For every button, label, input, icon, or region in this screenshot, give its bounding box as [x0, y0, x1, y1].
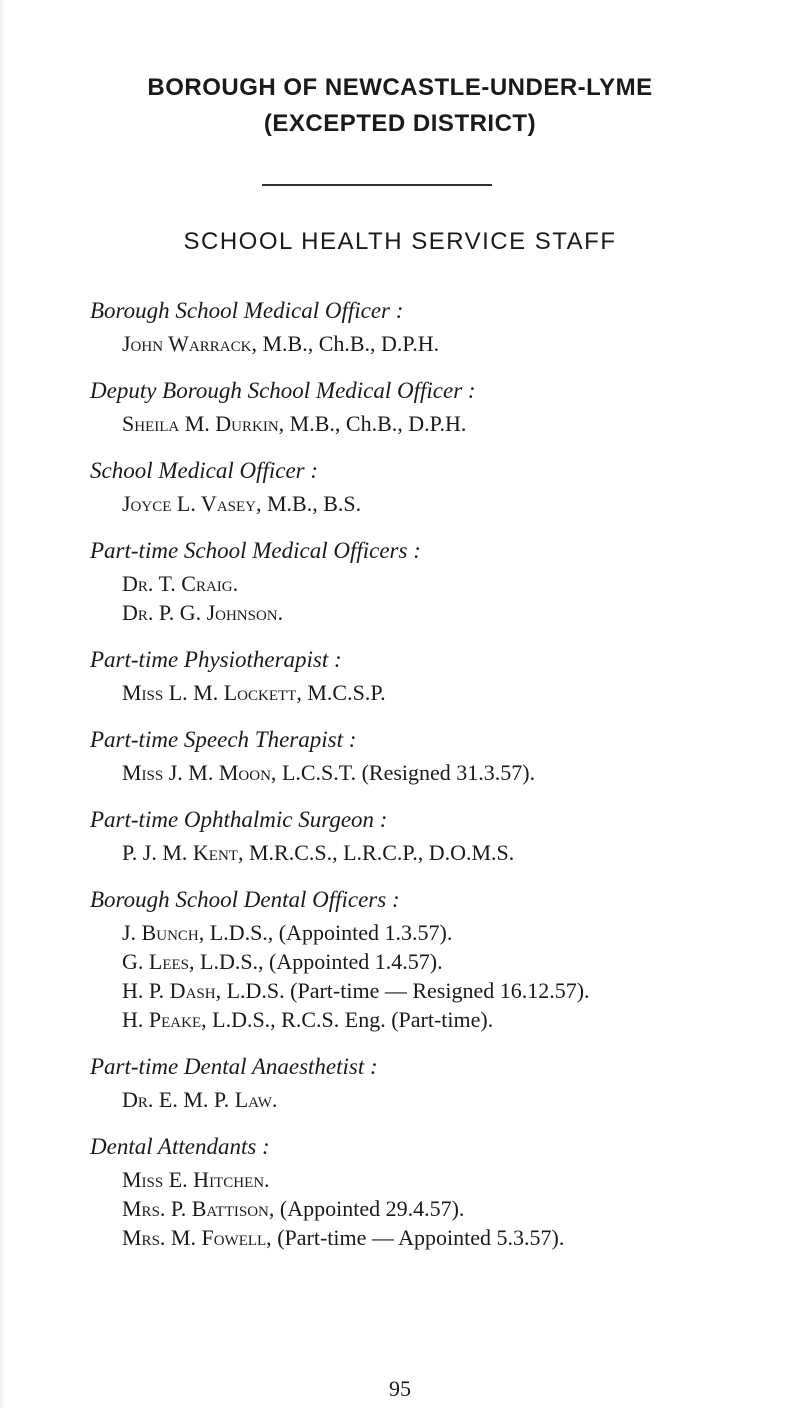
staff-name: Mrs. P. Battison, [122, 1196, 275, 1221]
staff-qualifications: M.B., B.S. [267, 491, 362, 516]
staff-qualifications: L.D.S., R.C.S. Eng. (Part-time). [212, 1007, 494, 1032]
staff-member [90, 838, 790, 867]
staff-name: Joyce L. Vasey, [122, 491, 262, 516]
group-spacer [90, 707, 790, 721]
staff-group [90, 452, 790, 518]
staff-group [90, 532, 790, 627]
staff-name: Dr. E. M. P. Law. [122, 1087, 278, 1112]
staff-name: Sheila M. Durkin, [122, 411, 285, 436]
staff-member [90, 569, 790, 598]
staff-member [90, 1194, 790, 1223]
role-title: Borough School Medical Officer : [90, 298, 404, 323]
group-spacer [90, 867, 790, 881]
staff-group [90, 1048, 790, 1114]
page-number: 95 [389, 1376, 411, 1401]
staff-qualifications: L.C.S.T. (Resigned 31.3.57). [281, 760, 536, 785]
staff-name: P. J. M. Kent, [122, 840, 244, 865]
staff-name: Miss E. Hitchen. [122, 1167, 270, 1192]
role-title: Dental Attendants : [90, 1134, 270, 1159]
staff-member [90, 1085, 790, 1114]
group-spacer [90, 787, 790, 801]
staff-name: John Warrack, [122, 331, 257, 356]
role-title: Part-time Ophthalmic Surgeon : [90, 807, 388, 832]
role-title: Deputy Borough School Medical Officer : [90, 378, 476, 403]
staff-member [90, 598, 790, 627]
staff-qualifications: M.C.S.P. [307, 680, 386, 705]
group-spacer [90, 438, 790, 452]
group-spacer [90, 627, 790, 641]
staff-name: G. Lees, [122, 949, 195, 974]
staff-member [90, 918, 790, 947]
staff-name: J. Bunch, [122, 920, 205, 945]
staff-qualifications: (Appointed 29.4.57). [279, 1196, 465, 1221]
staff-name: H. Peake, [122, 1007, 207, 1032]
staff-name: Miss J. M. Moon, [122, 760, 277, 785]
staff-group [90, 721, 790, 787]
header-line-1: BOROUGH OF NEWCASTLE-UNDER-LYME [147, 74, 653, 101]
group-spacer [90, 1034, 790, 1048]
staff-name: Miss L. M. Lockett, [122, 680, 302, 705]
staff-member [90, 678, 790, 707]
staff-name: Dr. T. Craig. [122, 571, 239, 596]
section-title: SCHOOL HEALTH SERVICE STAFF [183, 228, 617, 255]
staff-qualifications: M.B., Ch.B., D.P.H. [289, 411, 467, 436]
staff-name: Dr. P. G. Johnson. [122, 600, 284, 625]
role-title: Part-time Speech Therapist : [90, 727, 357, 752]
staff-group [90, 881, 790, 1034]
role-title: Part-time Physiotherapist : [90, 647, 342, 672]
staff-name: Mrs. M. Fowell, [122, 1225, 272, 1250]
staff-group [90, 372, 790, 438]
staff-member [90, 489, 790, 518]
staff-list [90, 292, 790, 1252]
staff-member [90, 1005, 790, 1034]
staff-member [90, 976, 790, 1005]
staff-member [90, 758, 790, 787]
role-title: Part-time Dental Anaesthetist : [90, 1054, 378, 1079]
staff-qualifications: L.D.S., (Appointed 1.4.57). [200, 949, 443, 974]
divider-rule [262, 184, 492, 186]
group-spacer [90, 358, 790, 372]
staff-name: H. P. Dash, [122, 978, 222, 1003]
staff-group [90, 1128, 790, 1252]
staff-qualifications: (Part-time — Appointed 5.3.57). [277, 1225, 565, 1250]
staff-member [90, 1165, 790, 1194]
staff-member [90, 947, 790, 976]
group-spacer [90, 1114, 790, 1128]
role-title: Borough School Dental Officers : [90, 887, 400, 912]
page-edge [0, 0, 6, 1408]
role-title: School Medical Officer : [90, 458, 319, 483]
staff-qualifications: L.D.S., (Appointed 1.3.57). [209, 920, 453, 945]
staff-member [90, 1223, 790, 1252]
staff-qualifications: L.D.S. (Part-time — Resigned 16.12.57). [226, 978, 590, 1003]
header-line-2: (EXCEPTED DISTRICT) [263, 110, 537, 137]
document-header [0, 70, 800, 142]
staff-member [90, 329, 790, 358]
staff-group [90, 801, 790, 867]
staff-group [90, 641, 790, 707]
staff-qualifications: M.B., Ch.B., D.P.H. [262, 331, 440, 356]
staff-qualifications: M.R.C.S., L.R.C.P., D.O.M.S. [248, 840, 515, 865]
role-title: Part-time School Medical Officers : [90, 538, 421, 563]
group-spacer [90, 518, 790, 532]
staff-member [90, 409, 790, 438]
staff-group [90, 292, 790, 358]
